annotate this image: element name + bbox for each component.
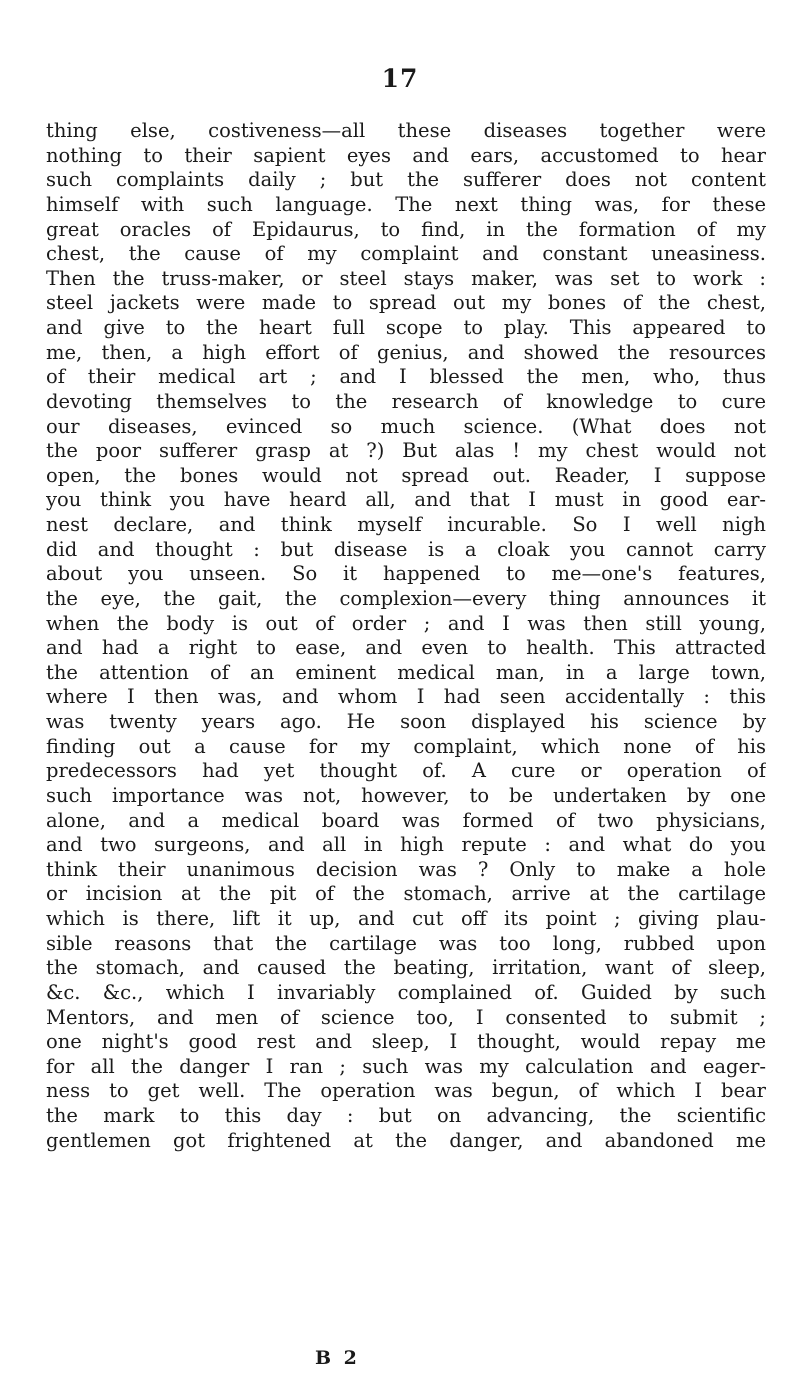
text-line: alone, and a medical board was formed of two physicians, bbox=[46, 808, 766, 832]
text-line: chest, the cause of my complaint and constant uneasiness. bbox=[46, 242, 766, 266]
text-line: the mark to this day : but on advancing, the scientific bbox=[46, 1104, 766, 1127]
text-line: predecessors had yet thought of. A cure or operation of bbox=[46, 759, 766, 783]
text-line: for all the danger I ran ; such was my calculation and eager- bbox=[46, 1054, 766, 1078]
text-line: about you unseen. So it happened to me—one's features, bbox=[46, 562, 766, 586]
text-line: Mentors, and men of science too, I consented to submit ; bbox=[46, 1005, 766, 1029]
text-line: gentlemen got frightened at the danger, and abandoned me bbox=[46, 1128, 766, 1152]
text-line: when the body is out of order ; and I was then still young, bbox=[46, 611, 766, 635]
text-line: such complaints daily ; but the sufferer does not content bbox=[46, 168, 766, 192]
text-line: me, then, a high effort of genius, and showed the resources bbox=[46, 340, 766, 364]
text-line: was twenty years ago. He soon displayed his science by bbox=[46, 710, 766, 733]
page-number: 17 bbox=[381, 64, 419, 93]
text-line: did and thought : but disease is a cloak you cannot carry bbox=[46, 537, 766, 561]
text-line: great oracles of Epidaurus, to find, in the formation of my bbox=[46, 217, 766, 241]
text-line: where I then was, and whom I had seen accidentally : this bbox=[46, 685, 766, 709]
text-line: think their unanimous decision was ? Only to make a hole bbox=[46, 857, 766, 881]
text-line: &c. &c., which I invariably complained of. Guided by such bbox=[46, 980, 766, 1004]
text-line: you think you have heard all, and that I must in good ear- bbox=[46, 488, 766, 512]
text-line: thing else, costiveness—all these diseases together were bbox=[46, 119, 766, 142]
text-line: nest declare, and think myself incurable. So I well nigh bbox=[46, 513, 766, 536]
text-line: which is there, lift it up, and cut off its point ; giving plau- bbox=[46, 907, 766, 930]
text-line: and had a right to ease, and even to health. This attracted bbox=[46, 636, 766, 660]
text-line: steel jackets were made to spread out my bones of the chest, bbox=[46, 291, 766, 315]
text-line: nothing to their sapient eyes and ears, accustomed to hear bbox=[46, 143, 766, 167]
text-line: or incision at the pit of the stomach, arrive at the cartilage bbox=[46, 882, 766, 906]
text-line: the eye, the gait, the complexion—every thing announces it bbox=[46, 586, 766, 610]
text-line: open, the bones would not spread out. Reader, I suppose bbox=[46, 463, 766, 487]
text-line: such importance was not, however, to be undertaken by one bbox=[46, 783, 766, 807]
text-line: the poor sufferer grasp at ?) But alas ! my chest would not bbox=[46, 439, 766, 463]
signature-mark: B 2 bbox=[315, 1347, 360, 1369]
body-text bbox=[46, 119, 766, 1153]
text-line: sible reasons that the cartilage was too long, rubbed upon bbox=[46, 931, 766, 955]
text-line: devoting themselves to the research of knowledge to cure bbox=[46, 389, 766, 413]
text-line: and two surgeons, and all in high repute : and what do you bbox=[46, 833, 766, 857]
text-line: ness to get well. The operation was begun, of which I bear bbox=[46, 1079, 766, 1103]
text-line: Then the truss-maker, or steel stays maker, was set to work : bbox=[46, 266, 766, 290]
text-line: our diseases, evinced so much science. (What does not bbox=[46, 414, 766, 438]
text-line: one night's good rest and sleep, I thought, would repay me bbox=[46, 1030, 766, 1054]
text-line: of their medical art ; and I blessed the men, who, thus bbox=[46, 365, 766, 389]
text-line: finding out a cause for my complaint, which none of his bbox=[46, 734, 766, 758]
text-line: himself with such language. The next thing was, for these bbox=[46, 192, 766, 216]
text-line: and give to the heart full scope to play. This appeared to bbox=[46, 316, 766, 339]
text-line: the stomach, and caused the beating, irritation, want of sleep, bbox=[46, 956, 766, 980]
text-line: the attention of an eminent medical man, in a large town, bbox=[46, 660, 766, 684]
